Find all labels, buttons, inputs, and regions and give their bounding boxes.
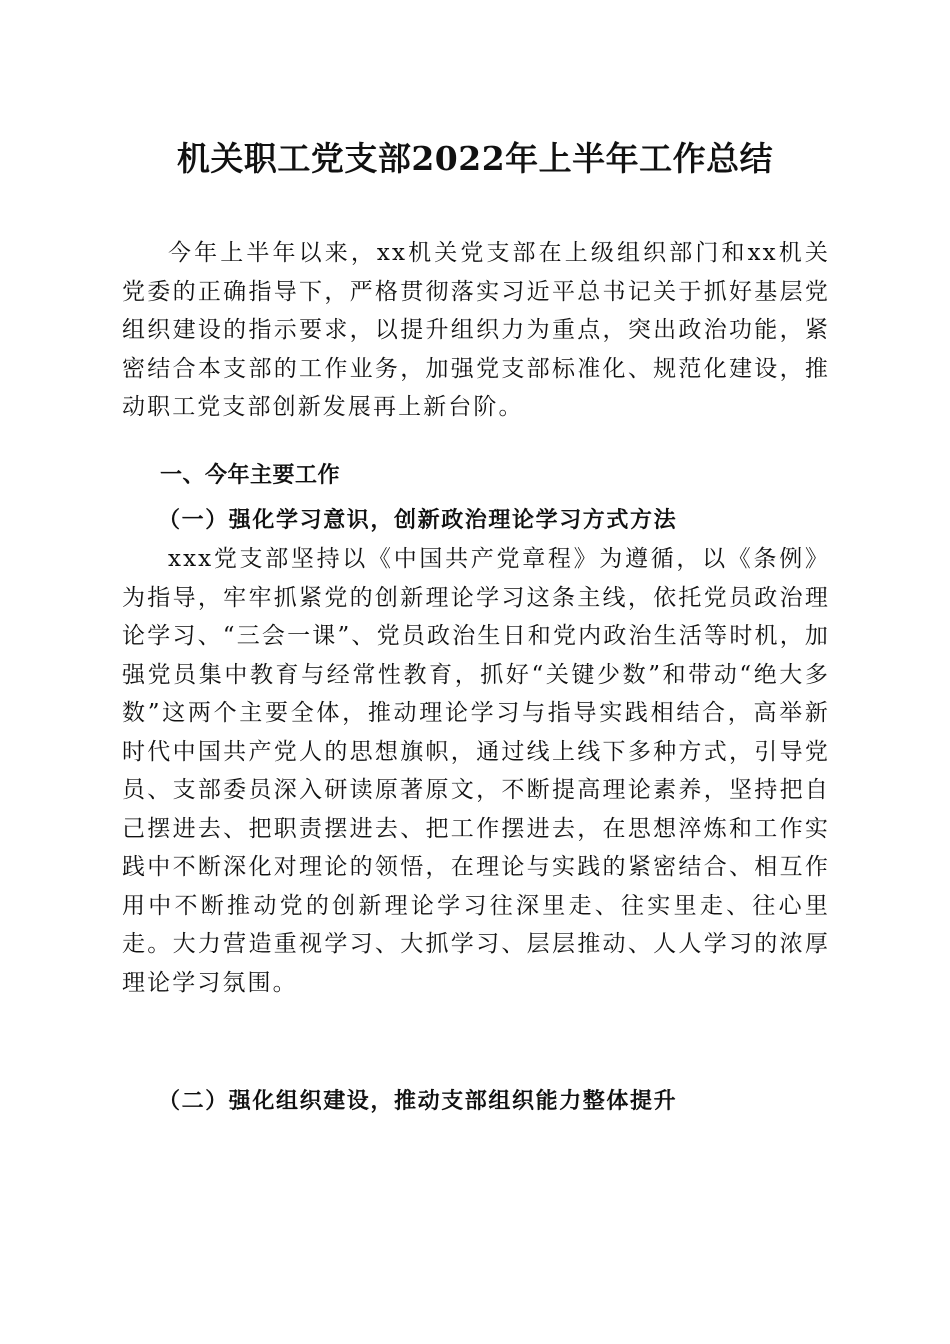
section-heading-main-work: 一、今年主要工作 <box>160 463 341 488</box>
intro-paragraph: 今年上半年以来，xx机关党支部在上级组织部门和xx机关党委的正确指导下，严格贯彻落实习近平总书记关于抓好基层党组织建设的指示要求，以提升组织力为重点，突出政治功能，紧密结合本支部的工作业务，加强党支部标准化、规范化建设，推动职工党支部创新发展再上新台阶。 <box>122 240 830 420</box>
subsection-heading-organization: （二）强化组织建设，推动支部组织能力整体提升 <box>158 1088 678 1114</box>
study-paragraph: xxx党支部坚持以《中国共产党章程》为遵循，以《条例》为指导，牢牢抓紧党的创新理论学习这条主线，依托党员政治理论学习、“三会一课”、党员政治生日和党内政治生活等时机，加强党员集中教育与经常性教育，抓好“关键少数”和带动“绝大多数”这两个主要全体，推动理论学习与指导实践相结合，高举新时代中国共产党人的思想旗帜，通过线上线下多种方式，引导党员、支部委员深入研读原著原文，不断提高理论素养，坚持把自己摆进去、把职责摆进去、把工作摆进去，在思想淬炼和工作实践中不断深化对理论的领悟，在理论与实践的紧密结合、相互作用中不断推动党的创新理论学习往深里走、往实里走、往心里走。大力营造重视学习、大抓学习、层层推动、人人学习的浓厚理论学习氛围。 <box>122 546 830 996</box>
subsection-heading-study: （一）强化学习意识，创新政治理论学习方式方法 <box>158 507 678 533</box>
document-title: 机关职工党支部2022年上半年工作总结 <box>176 139 774 178</box>
